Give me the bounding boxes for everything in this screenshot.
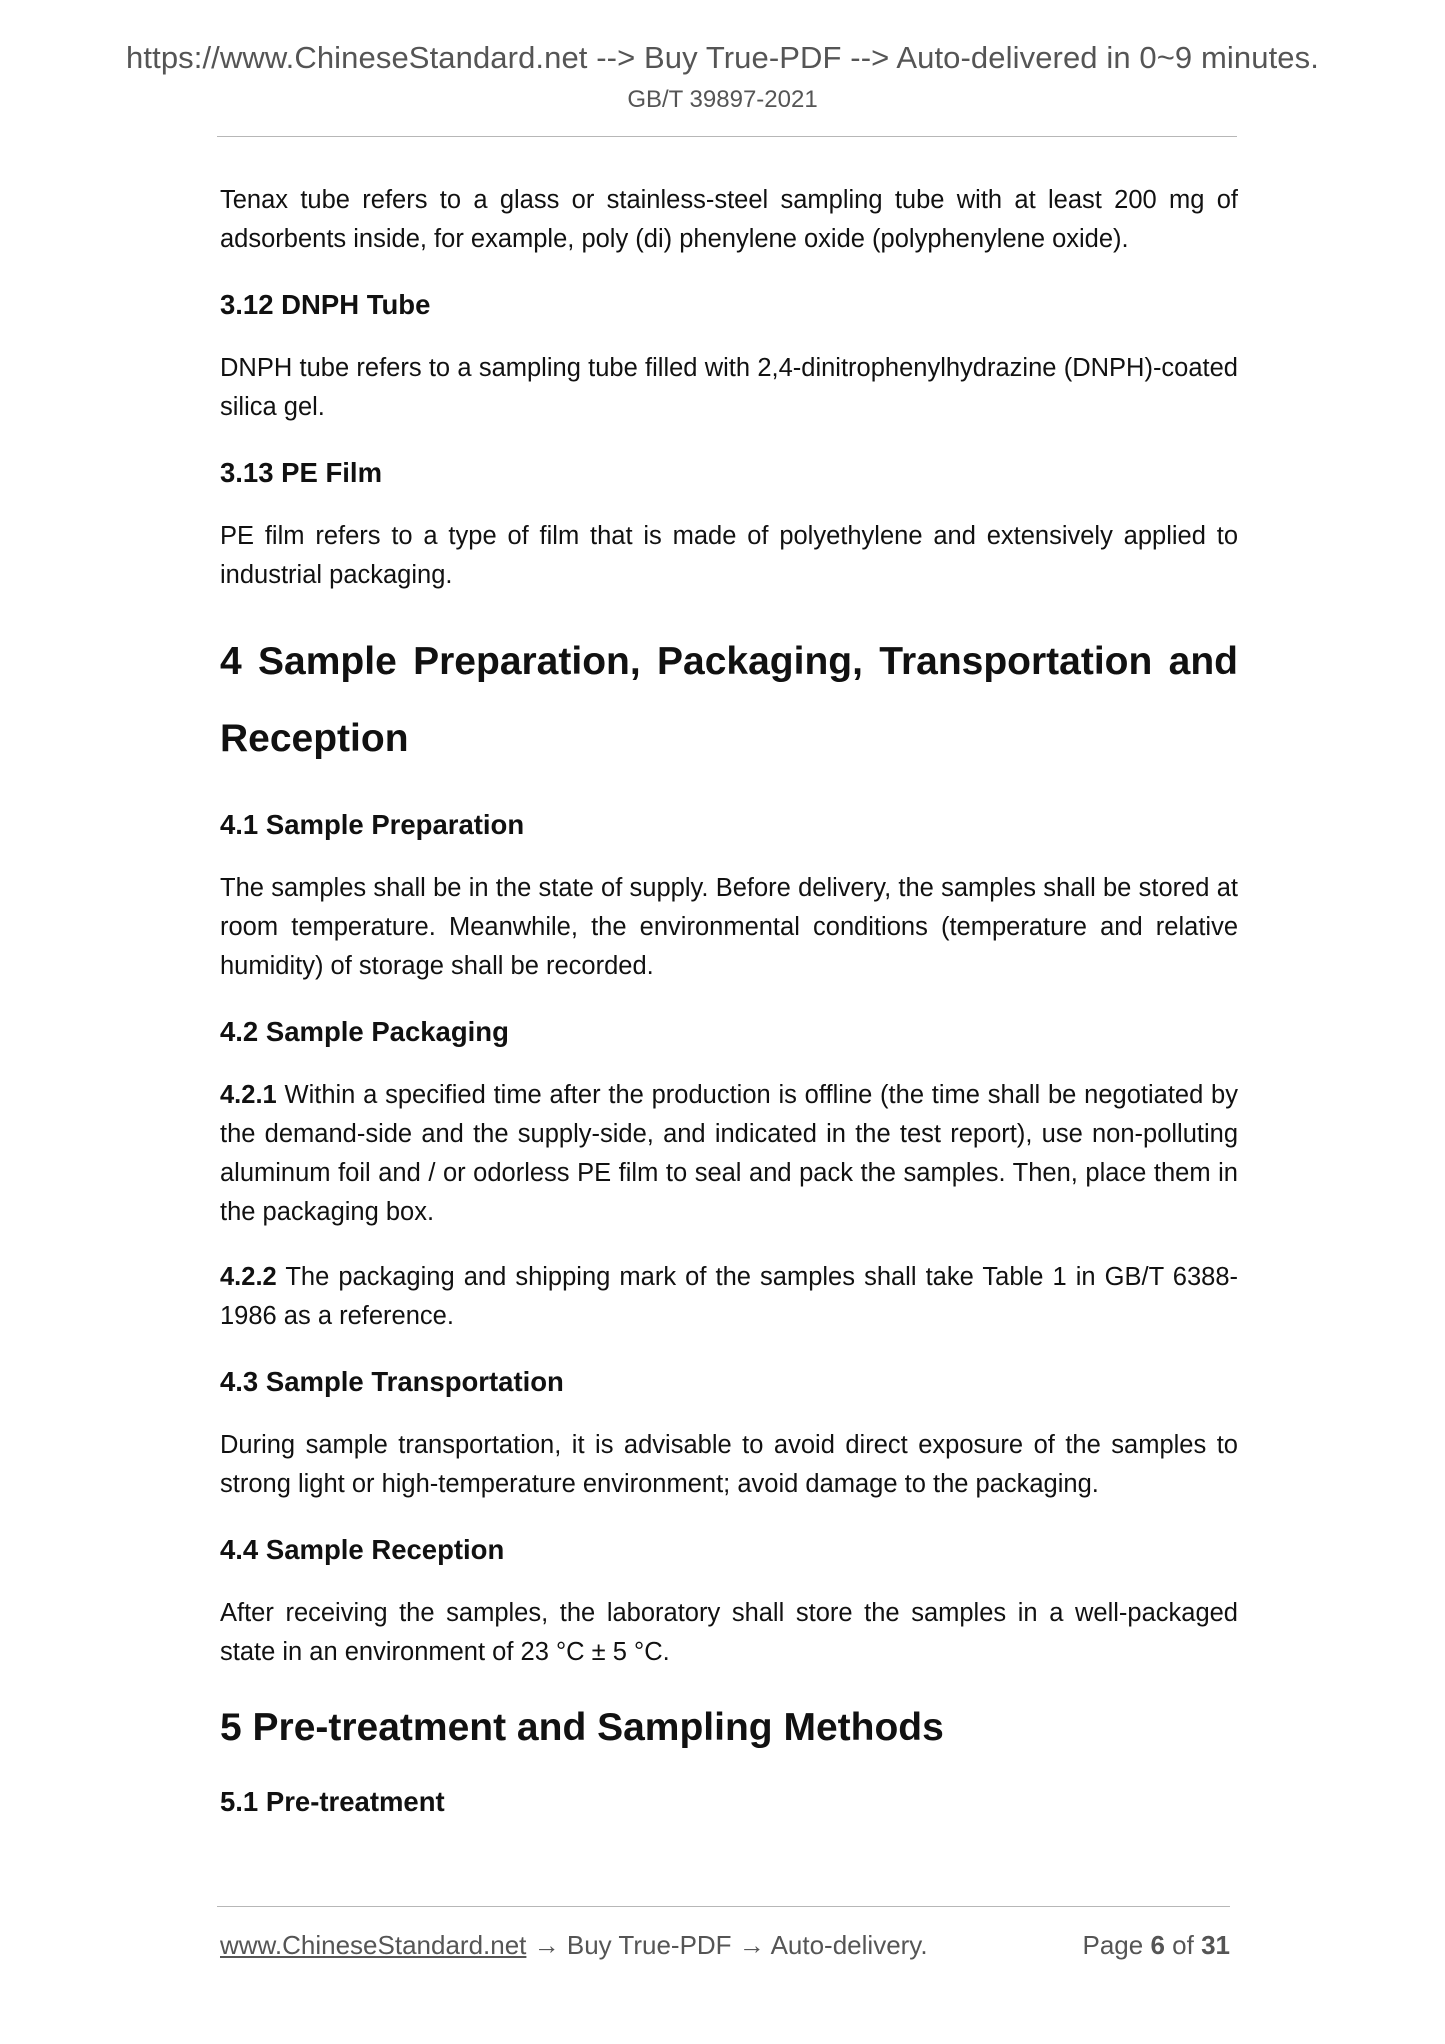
heading-4-3-sample-transportation: 4.3 Sample Transportation xyxy=(220,1366,564,1397)
paragraph-4-4: After receiving the samples, the laboratory shall store the samples in a well-packaged state in an environment of 23 °C ± 5 °C. xyxy=(220,1599,1238,1666)
page-total-number: 31 xyxy=(1201,1930,1230,1960)
page-of-label: of xyxy=(1172,1930,1194,1960)
footer-delivery-text: → Buy True-PDF → Auto-delivery. xyxy=(526,1930,928,1960)
page-label: Page xyxy=(1082,1930,1144,1960)
header-url-line: https://www.ChineseStandard.net --> Buy True-PDF --> Auto-delivered in 0~9 minutes. xyxy=(126,40,1319,75)
clause-number-4-2-2: 4.2.2 xyxy=(220,1263,277,1291)
paragraph-pe-definition: PE film refers to a type of film that is made of polyethylene and extensively applied to industrial packaging. xyxy=(220,522,1238,589)
header-divider xyxy=(217,136,1237,137)
heading-4-4-sample-reception: 4.4 Sample Reception xyxy=(220,1534,505,1565)
paragraph-4-2-1 xyxy=(220,1076,1238,1232)
page-footer xyxy=(220,1930,1230,1966)
clause-number-4-2-1: 4.2.1 xyxy=(220,1081,277,1109)
heading-3-13-pe-film: 3.13 PE Film xyxy=(220,457,383,488)
footer-left xyxy=(220,1930,928,1961)
paragraph-4-3: During sample transportation, it is advisable to avoid direct exposure of the samples to strong light or high-temperature environment; avoid damage to the packaging. xyxy=(220,1431,1238,1498)
paragraph-4-2-2 xyxy=(220,1258,1238,1336)
clause-text-4-2-2: The packaging and shipping mark of the samples shall take Table 1 in GB/T 6388-1986 as a reference. xyxy=(220,1263,1238,1330)
page-current-number: 6 xyxy=(1150,1930,1165,1960)
document-body xyxy=(220,181,1238,1846)
heading-4-2-sample-packaging: 4.2 Sample Packaging xyxy=(220,1016,509,1047)
header-standard-code: GB/T 39897-2021 xyxy=(627,86,818,113)
paragraph-dnph-definition: DNPH tube refers to a sampling tube filled with 2,4-dinitrophenylhydrazine (DNPH)-coated silica gel. xyxy=(220,354,1238,421)
paragraph-4-1: The samples shall be in the state of supply. Before delivery, the samples shall be stored at room temperature. Meanwhile, the environmental conditions (temperature and relative humidity) of storage shall be recorded. xyxy=(220,874,1238,980)
clause-text-4-2-1: Within a specified time after the production is offline (the time shall be negotiated by the demand-side and the supply-side, and indicated in the test report), use non-polluting aluminum foil and / or odorless PE film to seal and pack the samples. Then, place them in the packaging box. xyxy=(220,1081,1238,1226)
heading-5-1-pre-treatment: 5.1 Pre-treatment xyxy=(220,1786,445,1817)
footer-site-link[interactable]: www.ChineseStandard.net xyxy=(220,1930,527,1960)
page-indicator xyxy=(1082,1930,1230,1961)
heading-4-1-sample-preparation: 4.1 Sample Preparation xyxy=(220,809,525,840)
heading-3-12-dnph-tube: 3.12 DNPH Tube xyxy=(220,289,431,320)
heading-section-4: 4 Sample Preparation, Packaging, Transportation and Reception xyxy=(220,640,1238,760)
paragraph-tenax-definition: Tenax tube refers to a glass or stainless-steel sampling tube with at least 200 mg of adsorbents inside, for example, poly (di) phenylene oxide (polyphenylene oxide). xyxy=(220,186,1238,253)
heading-section-5: 5 Pre-treatment and Sampling Methods xyxy=(220,1706,944,1749)
footer-divider xyxy=(217,1906,1230,1907)
